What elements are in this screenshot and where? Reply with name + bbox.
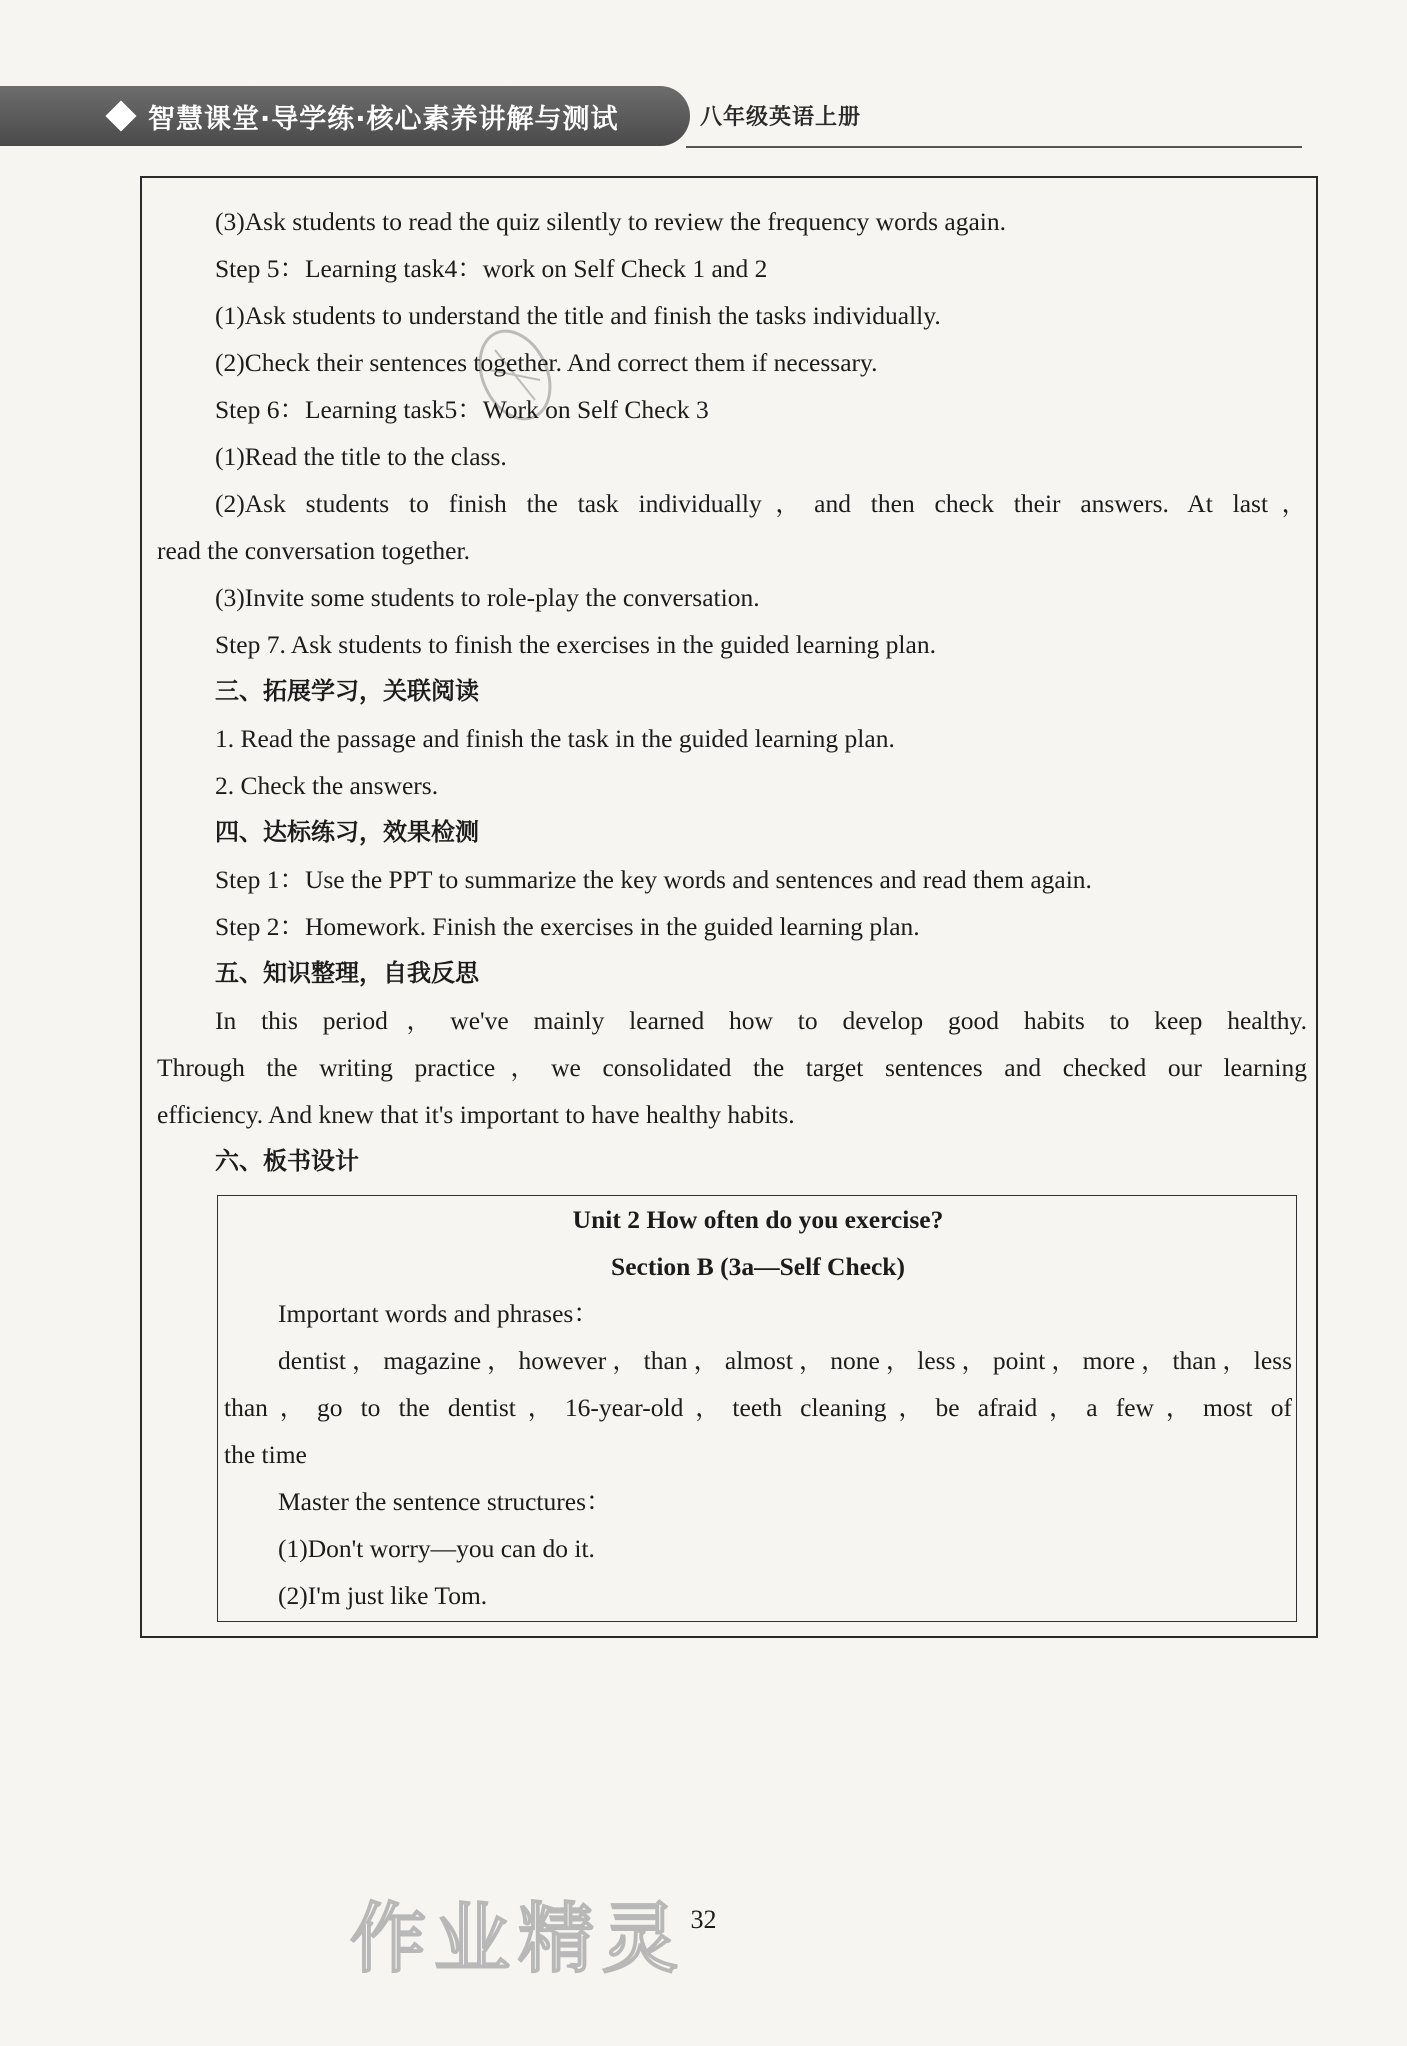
section-heading: 五、知识整理，自我反思 bbox=[215, 959, 479, 987]
text-line: Step 5：Learning task4：work on Self Check 1 and 2 bbox=[215, 254, 768, 283]
section-heading: 六、板书设计 bbox=[215, 1147, 359, 1175]
page-header bbox=[0, 80, 1407, 152]
section-heading: 三、拓展学习，关联阅读 bbox=[215, 677, 479, 705]
board-words-label: Important words and phrases： bbox=[278, 1299, 599, 1328]
board-words-line: than，go to the dentist，16-year-old，teeth cleaning，be afraid，a few，most of bbox=[224, 1393, 1292, 1422]
text-line: 1. Read the passage and finish the task in the guided learning plan. bbox=[215, 724, 895, 753]
text-line: (3)Invite some students to role-play the conversation. bbox=[215, 583, 760, 612]
text-line: Step 2：Homework. Finish the exercises in the guided learning plan. bbox=[215, 912, 920, 941]
text-line: Step 1：Use the PPT to summarize the key words and sentences and read them again. bbox=[215, 865, 1092, 894]
text-line: Step 7. Ask students to finish the exercises in the guided learning plan. bbox=[215, 630, 936, 659]
text-line: In this period，we've mainly learned how to develop good habits to keep healthy. bbox=[215, 1006, 1307, 1035]
diamond-icon bbox=[105, 100, 136, 131]
board-title-unit: Unit 2 How often do you exercise? bbox=[572, 1205, 944, 1234]
header-rule bbox=[686, 146, 1302, 148]
text-line: (2)Check their sentences together. And correct them if necessary. bbox=[215, 348, 878, 377]
board-words-line: dentist，magazine，however，than，almost，none，less，point，more，than，less bbox=[278, 1346, 1292, 1375]
board-structure: (1)Don't worry—you can do it. bbox=[278, 1534, 595, 1563]
text-line: 2. Check the answers. bbox=[215, 771, 439, 800]
board-words-line: the time bbox=[224, 1440, 307, 1469]
book-title: 八年级英语上册 bbox=[700, 105, 862, 130]
page-content bbox=[157, 198, 1307, 1622]
text-line: Step 6：Learning task5：Work on Self Check 3 bbox=[215, 395, 709, 424]
board-structure: (2)I'm just like Tom. bbox=[278, 1581, 488, 1610]
board-title-section: Section B (3a—Self Check) bbox=[611, 1252, 905, 1281]
series-title: 智慧课堂·导学练·核心素养讲解与测试 bbox=[148, 103, 619, 135]
header-band bbox=[0, 86, 690, 146]
watermark-logo: 作业精灵 bbox=[350, 1894, 686, 1983]
text-line: efficiency. And knew that it's important to have healthy habits. bbox=[157, 1100, 795, 1129]
page-number: 32 bbox=[690, 1905, 717, 1934]
board-design-box bbox=[217, 1195, 1297, 1622]
text-line: (2)Ask students to finish the task individually，and then check their answers. At last， bbox=[215, 489, 1307, 518]
text-line: Through the writing practice，we consolidated the target sentences and checked our learning bbox=[157, 1053, 1307, 1082]
text-line: (1)Ask students to understand the title and finish the tasks individually. bbox=[215, 301, 941, 330]
text-line: (1)Read the title to the class. bbox=[215, 442, 507, 471]
text-line: (3)Ask students to read the quiz silently to review the frequency words again. bbox=[215, 207, 1006, 236]
text-line: read the conversation together. bbox=[157, 536, 470, 565]
board-structures-label: Master the sentence structures： bbox=[278, 1487, 612, 1516]
section-heading: 四、达标练习，效果检测 bbox=[215, 818, 479, 846]
